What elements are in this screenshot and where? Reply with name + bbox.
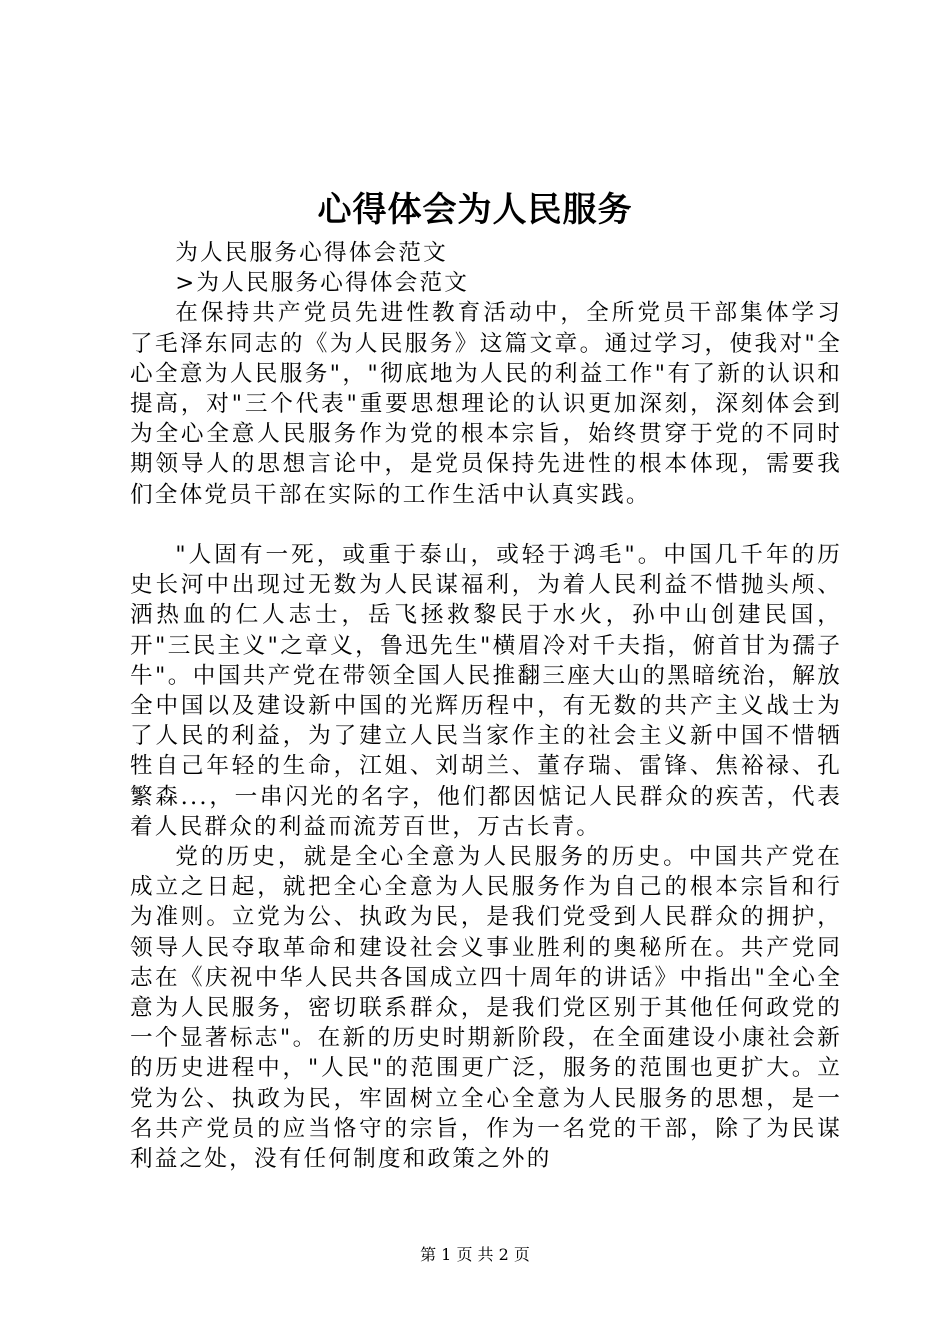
paragraph-subtitle: 为人民服务心得体会范文 — [175, 240, 448, 266]
paragraph-body: "人固有一死，或重于泰山，或轻于鸿毛"。中国几千年的历史长河中出现过无数为人民谋福利，为着人民利益不惜抛头颅、洒热血的仁人志士，岳飞拯救黎民于水火，孙中山创建民国，开"三民主义"之章义，鲁迅先生"横眉冷对千夫指，俯首甘为孺子牛"。中国共产党在带领全国人民推翻三座大山的黑暗统治，解放全中国以及建设新中国的光辉历程中，有无数的共产主义战士为了人民的利益，为了建立人民当家作主的社会主义新中国不惜牺牲自己年轻的生命，江姐、刘胡兰、董存瑞、雷锋、焦裕禄、孔繁森...，一串闪光的名字，他们都因惦记人民群众的疾苦，代表着人民群众的利益而流芳百世，万古长青。 — [130, 542, 842, 840]
document-title: 心得体会为人民服务 — [317, 190, 633, 230]
page-footer: 第 1 页 共 2 页 — [420, 1245, 530, 1264]
document-body — [130, 238, 842, 1174]
paragraph-body: 在保持共产党员先进性教育活动中，全所党员干部集体学习了毛泽东同志的《为人民服务》这篇文章。通过学习，使我对"全心全意为人民服务"，"彻底地为人民的利益工作"有了新的认识和提高，对"三个代表"重要思想理论的认识更加深刻，深刻体会到为全心全意人民服务作为党的根本宗旨，始终贯穿于党的不同时期领导人的思想言论中，是党员保持先进性的根本体现，需要我们全体党员干部在实际的工作生活中认真实践。 — [130, 300, 842, 508]
paragraph-subtitle-link: >为人民服务心得体会范文 — [175, 270, 470, 297]
paragraph-body: 党的历史，就是全心全意为人民服务的历史。中国共产党在成立之日起，就把全心全意为人民服务作为自己的根本宗旨和行为准则。立党为公、执政为民，是我们党受到人民群众的拥护，领导人民夺取革命和建设社会义事业胜利的奥秘所在。共产党同志在《庆祝中华人民共各国成立四十周年的讲话》中指出"全心全意为人民服务，密切联系群众，是我们党区别于其他任何政党的一个显著标志"。在新的历史时期新阶段，在全面建设小康社会新的历史进程中，"人民"的范围更广泛，服务的范围也更扩大。立党为公、执政为民，牢固树立全心全意为人民服务的思想，是一名共产党员的应当恪守的宗旨，作为一名党的干部，除了为民谋利益之处，没有任何制度和政策之外的 — [130, 844, 842, 1173]
